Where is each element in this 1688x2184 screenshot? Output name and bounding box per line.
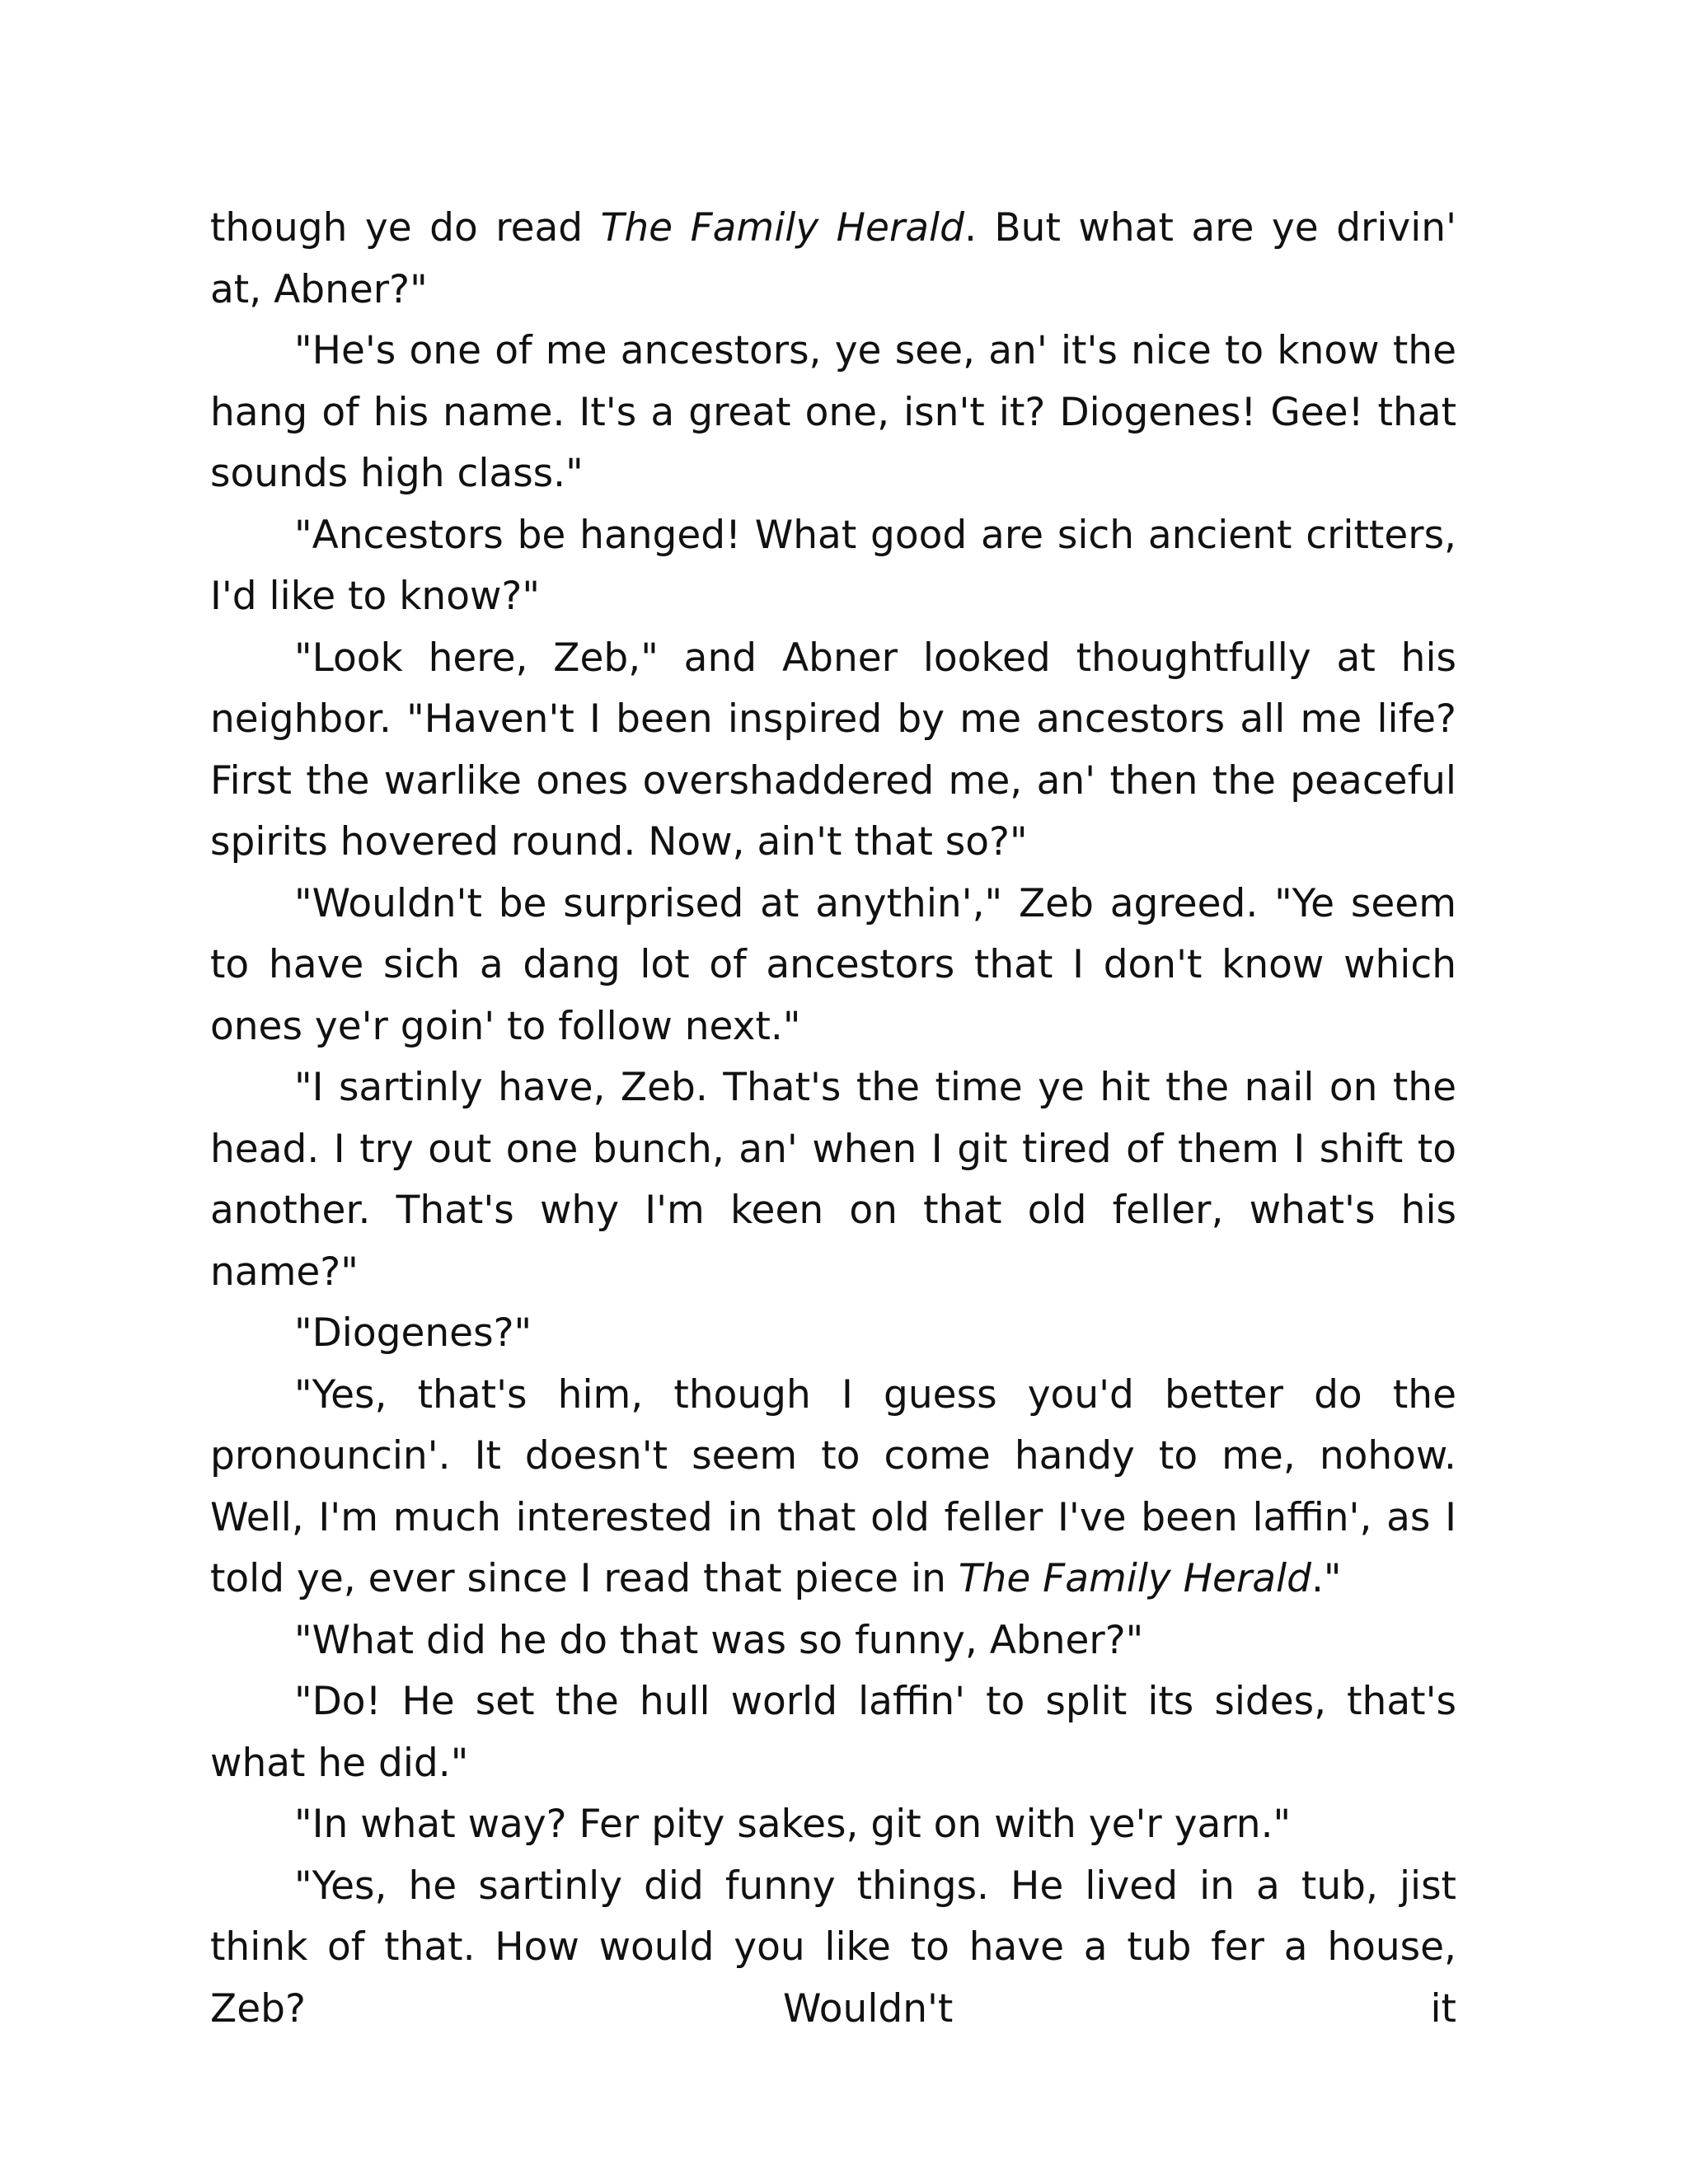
text-run: "What did he do that was so funny, Abner?"	[294, 1617, 1144, 1663]
text-run: "Diogenes?"	[294, 1310, 532, 1356]
text-run: "Do! He set the hull world laffin' to split its sides, that's what he did."	[210, 1679, 1456, 1786]
italic-title: The Family Herald	[600, 205, 964, 251]
paragraph	[210, 1303, 1456, 1365]
paragraph	[210, 628, 1456, 874]
paragraph	[210, 505, 1456, 628]
text-run: "Yes, that's him, though I guess you'd better do the pronouncin'. It doesn't seem to come handy to me, nohow. Well, I'm much interested in that old feller I've been laffin', as I told ye, ever since I read that piece in	[210, 1371, 1456, 1601]
text-run: . But what are ye drivin' at, Abner?"	[210, 205, 1456, 312]
text-run: "In what way? Fer pity sakes, git on with ye'r yarn."	[294, 1802, 1292, 1847]
paragraph	[210, 1856, 1456, 2041]
paragraph	[210, 1794, 1456, 1856]
text-run: "Look here, Zeb," and Abner looked thoughtfully at his neighbor. "Haven't I been inspired by me ancestors all me life? First the warlike ones overshaddered me, an' then the peaceful spirits hovered round. Now, ain't that so?"	[210, 635, 1456, 865]
paragraph	[210, 1671, 1456, 1794]
paragraph	[210, 1610, 1456, 1672]
text-run: "Yes, he sartinly did funny things. He lived in a tub, jist think of that. How would you like to have a tub fer a house, Zeb? Wouldn't it	[210, 1863, 1456, 2032]
text-run: "I sartinly have, Zeb. That's the time ye hit the nail on the head. I try out one bunch, an' when I git tired of them I shift to another. That's why I'm keen on that old feller, what's his name?"	[210, 1065, 1456, 1295]
paragraph	[210, 198, 1456, 321]
italic-title: The Family Herald	[958, 1556, 1311, 1601]
paragraph	[210, 1057, 1456, 1303]
page-body	[210, 198, 1456, 2040]
text-run: "He's one of me ancestors, ye see, an' it's nice to know the hang of his name. It's a great one, isn't it? Diogenes! Gee! that sounds high class."	[210, 328, 1456, 496]
text-run: "Ancestors be hanged! What good are sich ancient critters, I'd like to know?"	[210, 512, 1456, 619]
paragraph	[210, 1365, 1456, 1610]
paragraph	[210, 321, 1456, 505]
text-run: though ye do read	[210, 205, 601, 251]
paragraph	[210, 874, 1456, 1058]
text-run: "Wouldn't be surprised at anythin'," Zeb agreed. "Ye seem to have sich a dang lot of ancestors that I don't know which ones ye'r goin' to follow next."	[210, 880, 1456, 1049]
text-run: ."	[1311, 1556, 1342, 1601]
